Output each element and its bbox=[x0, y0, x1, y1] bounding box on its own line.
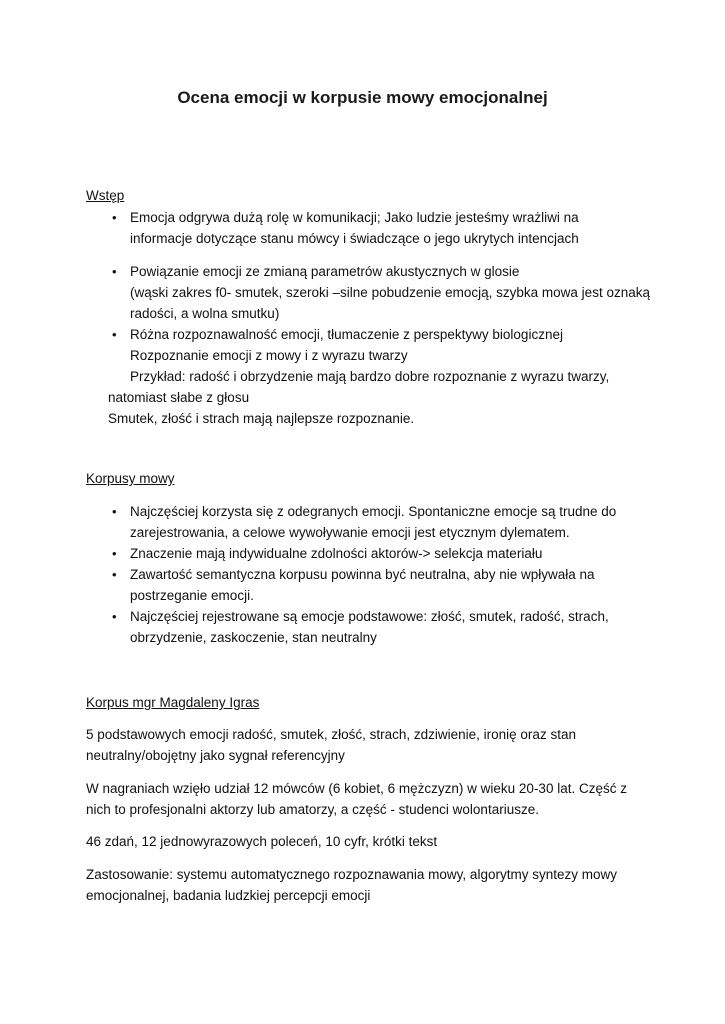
bullet-icon: • bbox=[112, 546, 117, 561]
bullet-icon: • bbox=[112, 264, 117, 279]
text-line: natomiast słabe z głosu bbox=[108, 390, 250, 405]
text-line: radości, a wolna smutku) bbox=[130, 306, 280, 321]
section-heading-wstep: Wstęp bbox=[86, 188, 125, 203]
text-line: zarejestrowania, a celowe wywoływanie emocji jest etycznym dylematem. bbox=[130, 525, 570, 540]
paragraph-line: emocjonalnej, badania ludzkiej percepcji emocji bbox=[86, 888, 371, 903]
text-line: Znaczenie mają indywidualne zdolności aktorów-> selekcja materiału bbox=[130, 546, 543, 561]
text-line: Zawartość semantyczna korpusu powinna być neutralna, aby nie wpływała na bbox=[130, 567, 595, 582]
paragraph-line: 46 zdań, 12 jednowyrazowych poleceń, 10 cyfr, krótki tekst bbox=[86, 834, 438, 849]
text-line: postrzeganie emocji. bbox=[130, 588, 254, 603]
text-line: Najczęściej rejestrowane są emocje podstawowe: złość, smutek, radość, strach, bbox=[130, 609, 609, 624]
text-line: Rozpoznanie emocji z mowy i z wyrazu twarzy bbox=[130, 348, 408, 363]
paragraph-line: 5 podstawowych emocji radość, smutek, złość, strach, zdziwienie, ironię oraz stan bbox=[86, 727, 576, 742]
paragraph-line: nich to profesjonalni aktorzy lub amatorzy, a część - studenci wolontariusze. bbox=[86, 802, 539, 817]
text-line: Smutek, złość i strach mają najlepsze rozpoznanie. bbox=[108, 411, 415, 426]
bullet-icon: • bbox=[112, 327, 117, 342]
document-title: Ocena emocji w korpusie mowy emocjonalnej bbox=[177, 88, 548, 107]
text-line: Przykład: radość i obrzydzenie mają bardzo dobre rozpoznanie z wyrazu twarzy, bbox=[130, 369, 610, 384]
text-line: Różna rozpoznawalność emocji, tłumaczenie z perspektywy biologicznej bbox=[130, 327, 563, 342]
text-line: obrzydzenie, zaskoczenie, stan neutralny bbox=[130, 630, 377, 645]
text-line: informacje dotyczące stanu mówcy i świadczące o jego ukrytych intencjach bbox=[130, 231, 579, 246]
paragraph-line: W nagraniach wzięło udział 12 mówców (6 kobiet, 6 mężczyzn) w wieku 20-30 lat. Część z bbox=[86, 781, 627, 796]
bullet-icon: • bbox=[112, 504, 117, 519]
text-line: Powiązanie emocji ze zmianą parametrów akustycznych w glosie bbox=[130, 264, 520, 279]
text-line: Emocja odgrywa dużą rolę w komunikacji; Jako ludzie jesteśmy wrażliwi na bbox=[130, 210, 579, 225]
bullet-icon: • bbox=[112, 567, 117, 582]
section-heading-korpusy: Korpusy mowy bbox=[86, 471, 175, 486]
bullet-icon: • bbox=[112, 609, 117, 624]
text-line: (wąski zakres f0- smutek, szeroki –silne pobudzenie emocją, szybka mowa jest oznaką bbox=[130, 285, 650, 300]
text-line: Najczęściej korzysta się z odegranych emocji. Spontaniczne emocje są trudne do bbox=[130, 504, 617, 519]
bullet-icon: • bbox=[112, 210, 117, 225]
section-heading-korpus-igras: Korpus mgr Magdaleny Igras bbox=[86, 695, 260, 710]
paragraph-line: neutralny/obojętny jako sygnał referencyjny bbox=[86, 748, 345, 763]
paragraph-line: Zastosowanie: systemu automatycznego rozpoznawania mowy, algorytmy syntezy mowy bbox=[86, 867, 617, 882]
